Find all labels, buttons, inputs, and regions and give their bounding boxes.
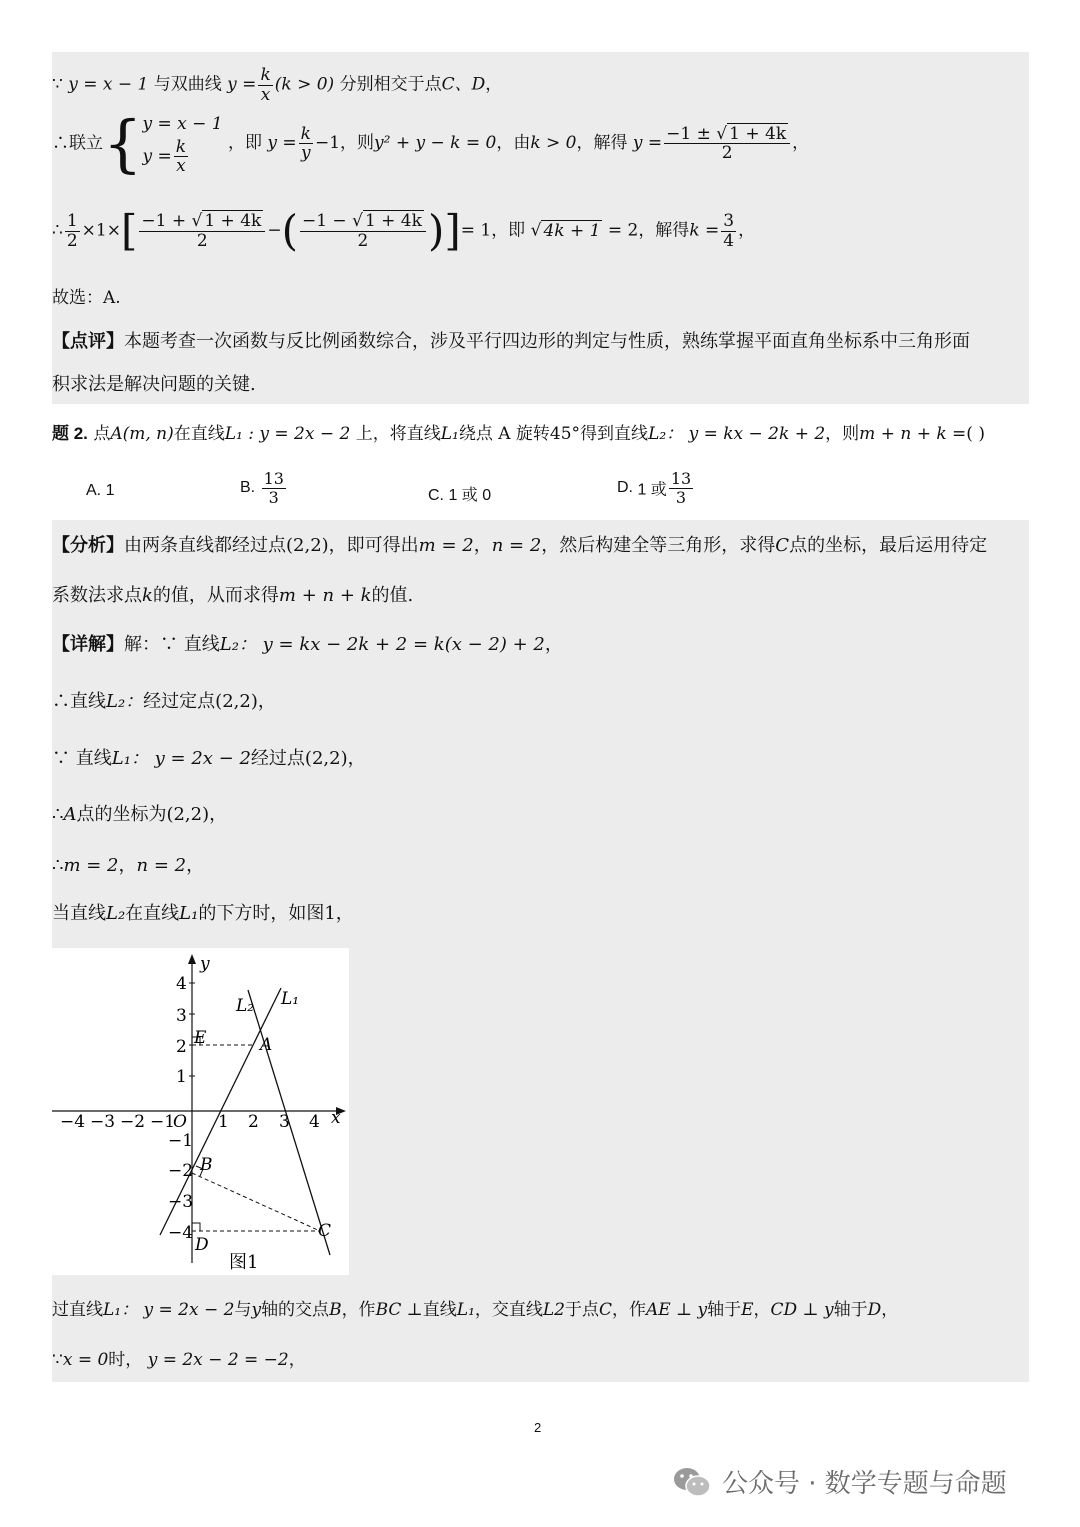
- point-e-label: E: [194, 1028, 207, 1048]
- point-d-label: D: [195, 1235, 209, 1255]
- x-tick-label: −1: [150, 1112, 176, 1132]
- wechat-icon: [672, 1465, 712, 1499]
- y-tick-label: 1: [176, 1067, 187, 1087]
- left-brace: {: [103, 106, 143, 180]
- option-c[interactable]: C. 1 或 0: [428, 487, 492, 504]
- x-tick-label: 4: [309, 1112, 320, 1132]
- x-tick-label: −2: [120, 1112, 146, 1132]
- option-a[interactable]: A. 1: [86, 482, 115, 499]
- x-tick-label: 3: [279, 1112, 290, 1132]
- detail-line-1: 【详解】解：∵ 直线L₂： y = kx − 2k + 2 = k(x − 2) + 2，: [52, 634, 563, 655]
- y-tick-label: 2: [176, 1037, 187, 1057]
- after-figure-line-2: ∵x = 0时， y = 2x − 2 = −2，: [52, 1350, 306, 1370]
- x-tick-label: −4: [60, 1112, 86, 1132]
- review-line-1: 【点评】本题考查一次函数与反比例函数综合，涉及平行四边形的判定与性质，熟练掌握平面直角坐标系中三角形面: [52, 331, 970, 352]
- option-b[interactable]: B. $\frac{13}{3}$: [240, 469, 284, 507]
- page-number: 2: [534, 1420, 542, 1435]
- line-l1-label: L₁: [281, 989, 300, 1009]
- answer-line: 故选：A.: [52, 288, 121, 308]
- x-axis-label: x: [331, 1108, 341, 1128]
- footer-watermark: 公众号 · 数学专题与命题: [672, 1463, 1007, 1500]
- point-a-label: A: [260, 1035, 273, 1055]
- after-figure-line-1: 过直线L₁： y = 2x − 2与y轴的交点B，作BC ⊥直线L₁，交直线L2于点C，作AE ⊥ y轴于E，CD ⊥ y轴于D，: [52, 1300, 899, 1320]
- review-line-2: 积求法是解决问题的关键.: [52, 374, 256, 395]
- y-tick-label: 3: [176, 1006, 187, 1026]
- detail-line-4: ∴A点的坐标为(2,2)，: [52, 804, 228, 825]
- figure-1: [52, 948, 349, 1275]
- fraction: $\frac{k}{x}$: [260, 65, 271, 105]
- y-axis-label: y: [200, 954, 210, 974]
- x-tick-label: −3: [90, 1112, 116, 1132]
- option-d[interactable]: D. 1 或 $\frac{13}{3}$: [617, 469, 692, 507]
- dashed-bc: [192, 1173, 320, 1231]
- y-axis-arrow: [188, 954, 196, 964]
- x-tick-label: 1: [218, 1112, 229, 1132]
- solution-line-1: ∵ y = x − 1 与双曲线 y = $\frac{k}{x}$ (k > 0) 分别相交于点C、D，: [52, 65, 503, 105]
- x-tick-label: 2: [248, 1112, 259, 1132]
- question-2: 题 2. 点A(m, n)在直线L₁ : y = 2x − 2 上，将直线L₁绕点 A 旋转45°得到直线L₂： y = kx − 2k + 2，则m + n + k =( ): [52, 424, 985, 444]
- solution-area-line: ∴ $\frac{1}{2}$ ×1×[ $\frac{-1 + √ 1 + 4k}{2}$ −( $\frac{-1 - √ 1 + 4k}{2}$ )]= 1，即 √ 4k + 1 = 2，解得k = $\frac{3}{4}$ ，: [52, 206, 756, 255]
- figure-caption: 图1: [229, 1252, 259, 1273]
- solution-system-line: ∴联立{ y = x − 1 y = $\frac{k}{x}$ ，即 y = $\frac{k}{y}$ −1，则y² + y − k = 0，由k > 0，解得 y = $\frac{-1 \pm √ 1 + 4k}{2}$ ，: [52, 106, 810, 180]
- y-tick-label: 4: [176, 974, 187, 994]
- y-tick-label: −3: [168, 1192, 194, 1212]
- point-b-label: B: [200, 1155, 213, 1175]
- right-angle-d: [192, 1223, 200, 1231]
- point-c-label: C: [318, 1221, 332, 1241]
- origin-label: O: [173, 1112, 187, 1132]
- coordinate-diagram: [52, 948, 349, 1275]
- line-l2-label: L₂: [236, 996, 255, 1016]
- y-tick-label: −2: [168, 1161, 194, 1181]
- detail-line-3: ∵ 直线L₁： y = 2x − 2经过点(2,2)，: [52, 748, 366, 769]
- detail-line-2: ∴直线L₂：经过定点(2,2)，: [52, 691, 276, 712]
- y-tick-label: −1: [168, 1131, 194, 1151]
- detail-line-6: 当直线L₂在直线L₁的下方时，如图1，: [52, 903, 354, 924]
- analysis-line-1: 【分析】由两条直线都经过点(2,2)，即可得出m = 2，n = 2，然后构建全等三角形，求得C点的坐标，最后运用待定: [52, 535, 988, 556]
- y-tick-label: −4: [168, 1223, 194, 1243]
- detail-line-5: ∴m = 2，n = 2，: [52, 855, 205, 876]
- analysis-line-2: 系数法求点k的值，从而求得m + n + k的值.: [52, 585, 414, 606]
